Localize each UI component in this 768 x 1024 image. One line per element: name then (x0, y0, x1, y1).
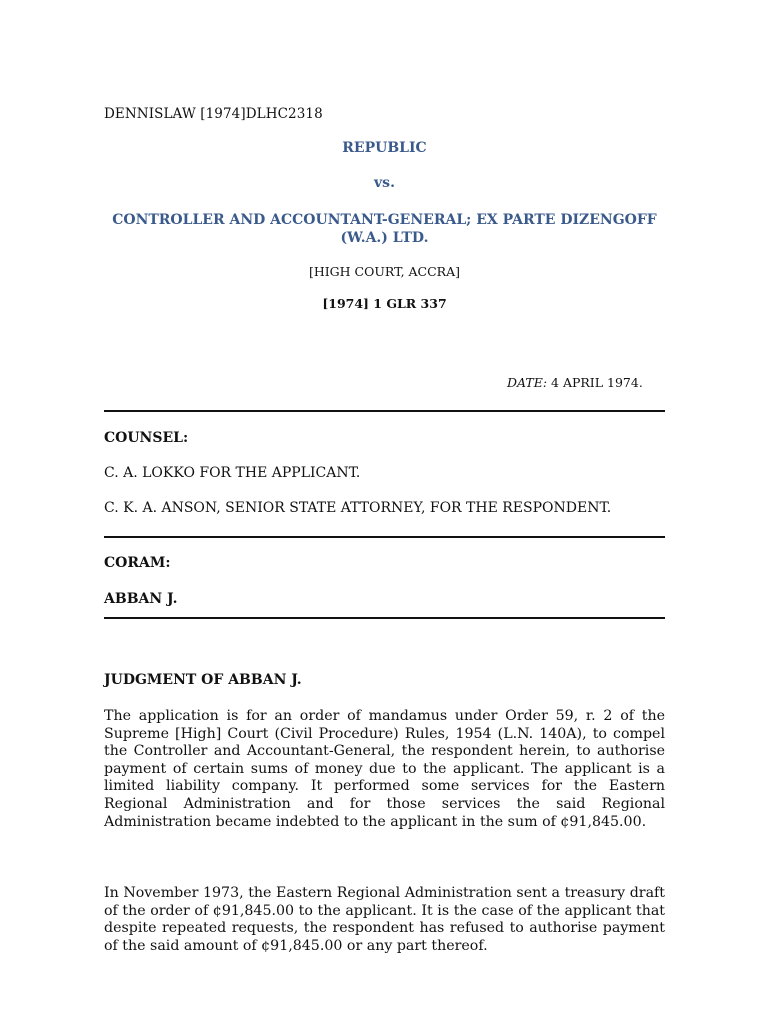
judgment-date (507, 375, 643, 390)
date-value: 4 APRIL 1974. (547, 375, 643, 390)
counsel-respondent: C. K. A. ANSON, SENIOR STATE ATTORNEY, FOR THE RESPONDENT. (104, 500, 612, 516)
divider-middle (104, 536, 665, 538)
coram-heading: CORAM: (104, 555, 171, 571)
judgment-paragraph: The application is for an order of mandamus under Order 59, r. 2 of the Supreme [High] Court (Civil Procedure) Rules, 1954 (L.N. 140A), to compel the Controller and Accountant-General, the respondent herein, to authorise payment of certain sums of money due to the applicant. The applicant is a limited liability company. It performed some services for the Eastern Regional Administration and for those services the said Regional Administration became indebted to the applicant in the sum of ¢91,845.00. (104, 708, 665, 830)
citation-line: DENNISLAW [1974]DLHC2318 (104, 106, 323, 122)
case-title-republic: REPUBLIC (342, 140, 427, 156)
date-label: DATE: (507, 375, 548, 390)
law-report-citation: [1974] 1 GLR 337 (322, 296, 447, 311)
counsel-heading: COUNSEL: (104, 430, 189, 446)
divider-top (104, 410, 665, 412)
judgment-paragraph: In November 1973, the Eastern Regional Administration sent a treasury draft of the order of ¢91,845.00 to the applicant. It is the case of the applicant that despite repeated requests, the respondent has refused to authorise payment of the said amount of ¢91,845.00 or any part thereof. (104, 885, 665, 954)
case-title-parties: CONTROLLER AND ACCOUNTANT-GENERAL; EX PARTE DIZENGOFF (W.A.) LTD. (112, 212, 657, 246)
divider-bottom (104, 617, 665, 619)
judgment-heading: JUDGMENT OF ABBAN J. (104, 672, 302, 688)
court-name: [HIGH COURT, ACCRA] (308, 264, 461, 279)
coram-judge: ABBAN J. (104, 591, 178, 607)
case-title-vs: vs. (374, 175, 395, 191)
counsel-applicant: C. A. LOKKO FOR THE APPLICANT. (104, 465, 361, 481)
